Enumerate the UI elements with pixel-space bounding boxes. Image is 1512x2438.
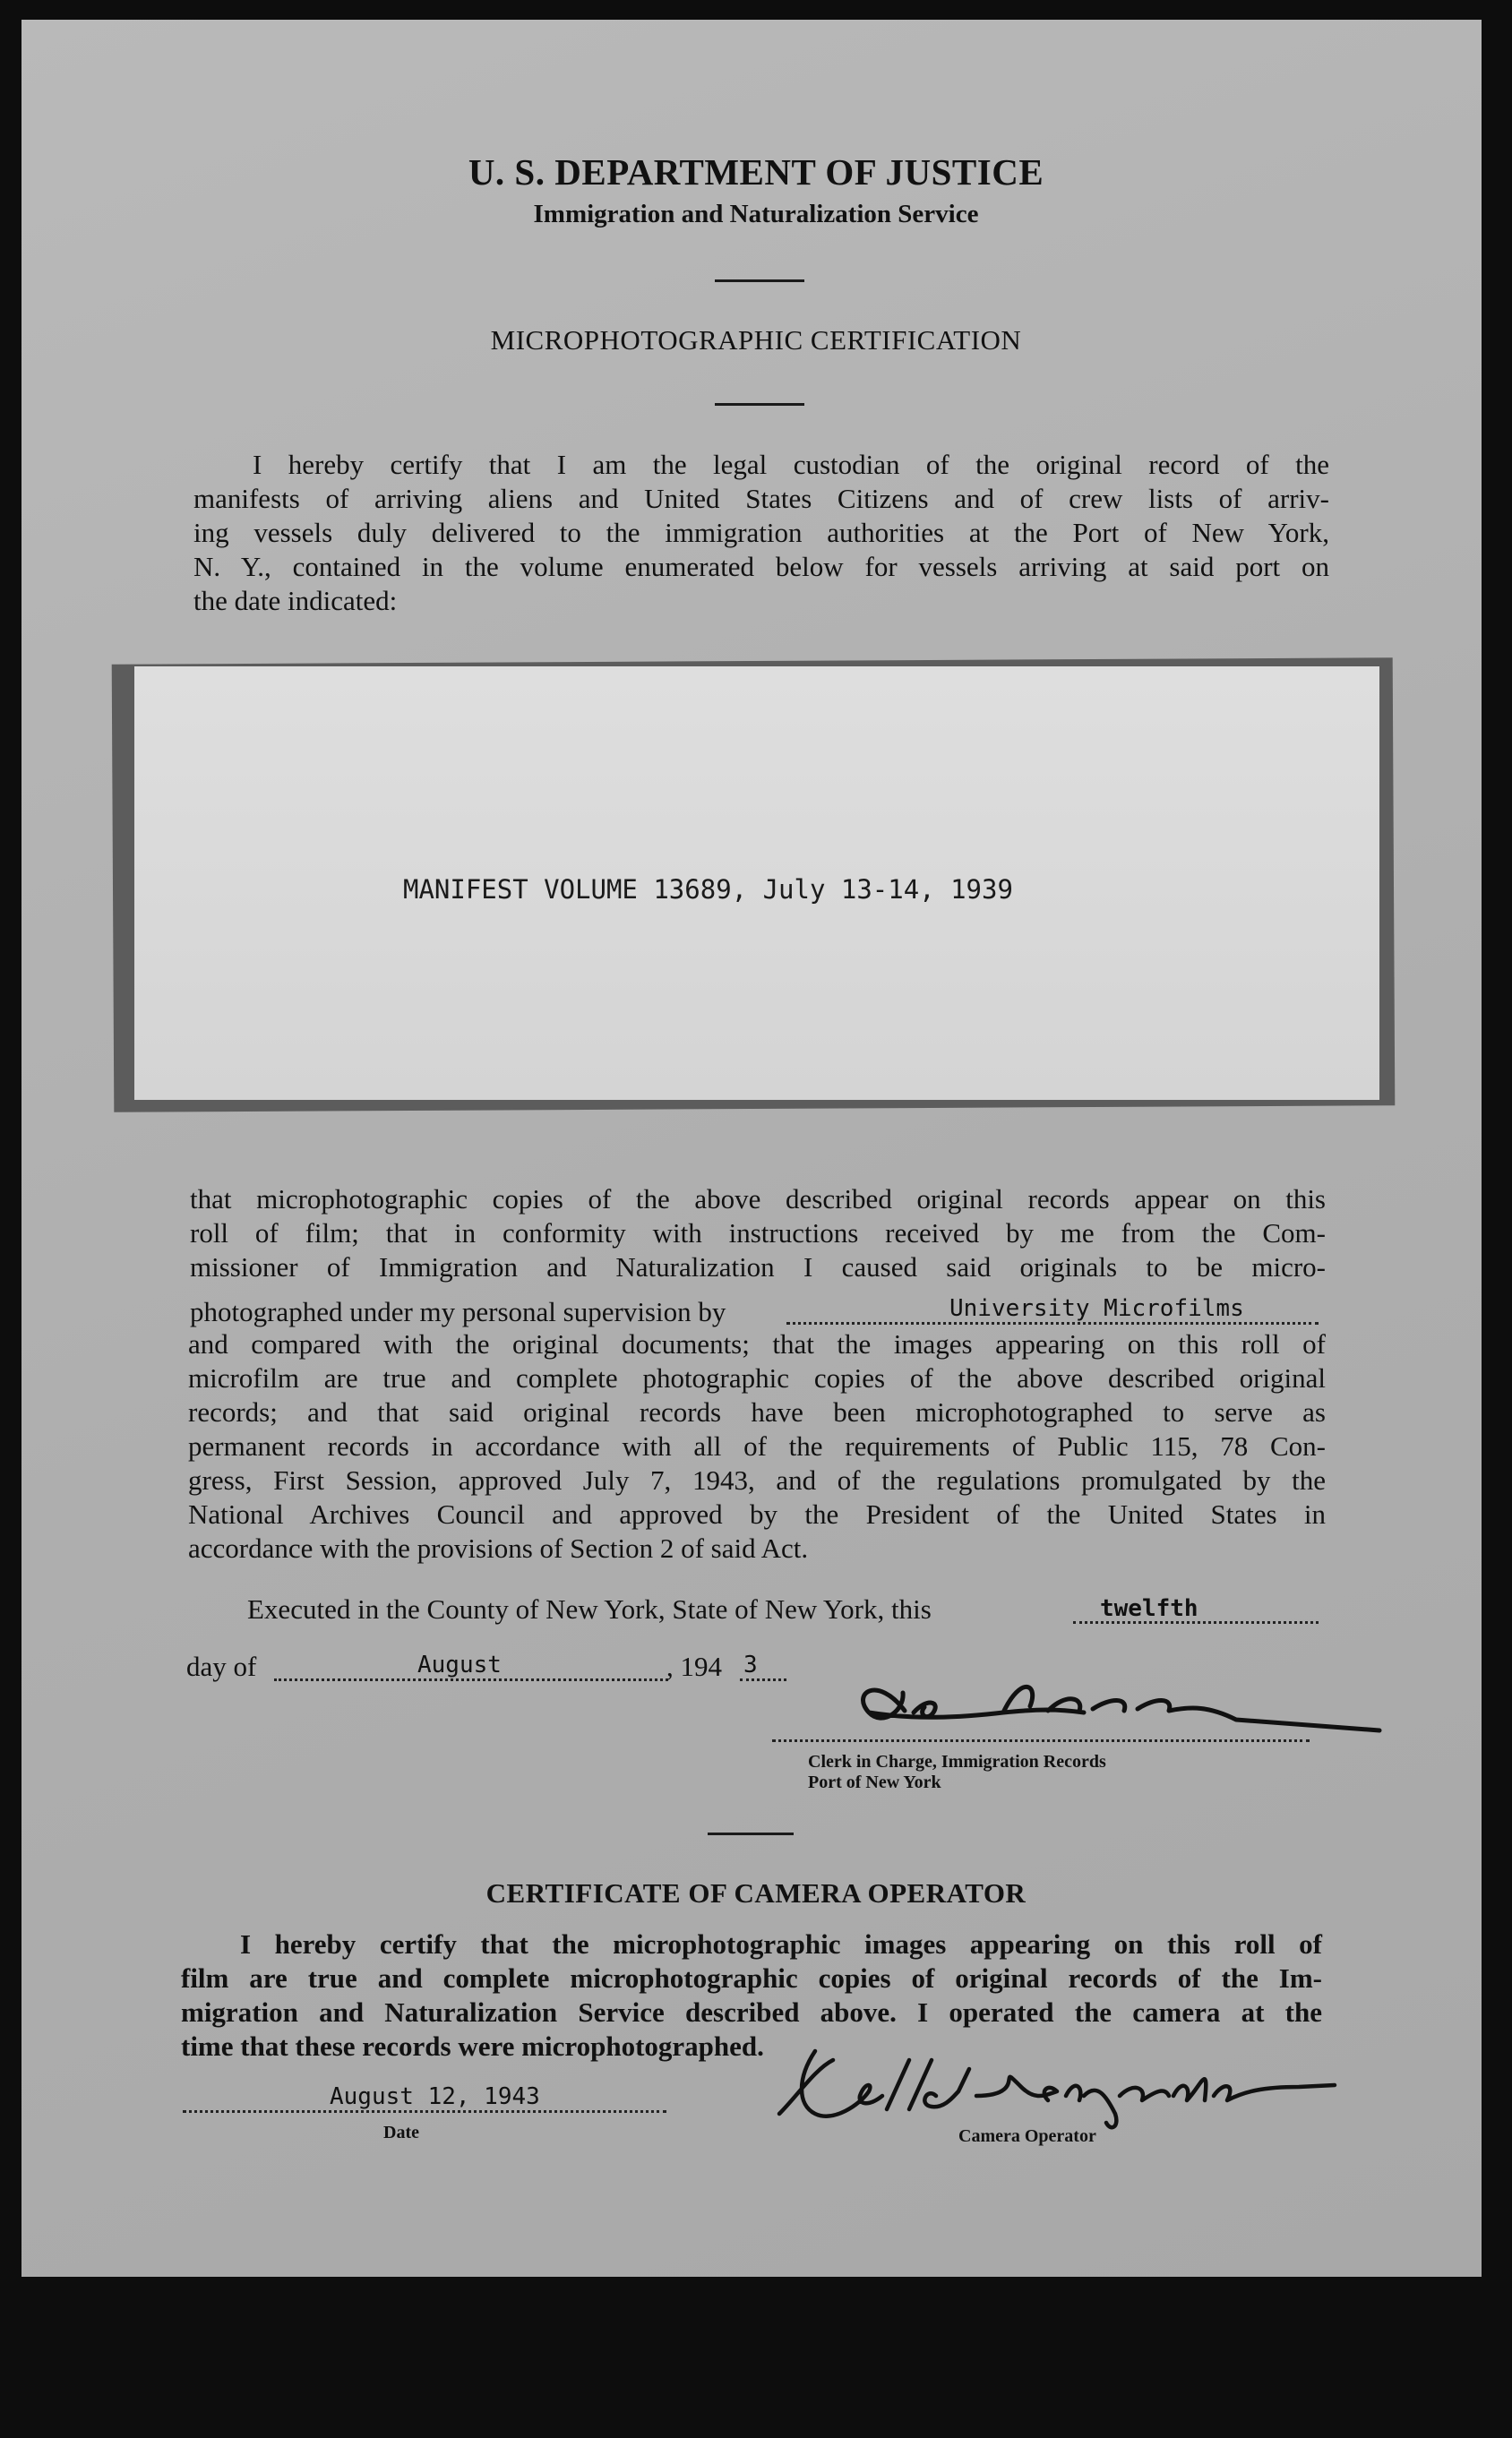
camera-line: migration and Naturalization Service described above. I operated the camera at the xyxy=(181,1996,1322,2028)
camera-operator-label: Camera Operator xyxy=(958,2126,1096,2146)
body-line: National Archives Council and approved by the President of the United States in xyxy=(188,1498,1326,1530)
supervision-dotted-field xyxy=(786,1322,1319,1325)
camera-date-value: August 12, 1943 xyxy=(330,2083,540,2110)
body-line: gress, First Session, approved July 7, 1943, and of the regulations promulgated by the xyxy=(188,1464,1326,1496)
intro-line: ing vessels duly delivered to the immigration authorities at the Port of New York, xyxy=(193,517,1329,548)
intro-line: I hereby certify that I am the legal custodian of the original record of the xyxy=(253,449,1329,480)
department-title: U. S. DEPARTMENT OF JUSTICE xyxy=(468,151,1044,193)
header-divider xyxy=(715,279,804,282)
executed-line xyxy=(247,1592,932,1627)
heading-divider xyxy=(715,403,804,406)
body-line: roll of film; that in conformity with instructions received by me from the Com- xyxy=(190,1217,1326,1249)
executed-day-value: twelfth xyxy=(1100,1595,1198,1622)
camera-date-label: Date xyxy=(383,2123,419,2142)
body-paragraph-a xyxy=(190,1182,1326,1284)
body-paragraph-b xyxy=(188,1327,1326,1566)
camera-line: film are true and complete microphotographic copies of original records of the Im- xyxy=(181,1962,1322,1994)
body-line: permanent records in accordance with all of the requirements of Public 115, 78 Con- xyxy=(188,1430,1326,1462)
certification-heading: MICROPHOTOGRAPHIC CERTIFICATION xyxy=(490,324,1022,356)
body-line: microfilm are true and complete photographic copies of the above described original xyxy=(188,1362,1326,1394)
day-of-label: day of xyxy=(186,1651,257,1682)
body-line: accordance with the provisions of Section 2 of said Act. xyxy=(188,1532,809,1564)
year-digit: 3 xyxy=(743,1652,758,1678)
camera-divider xyxy=(708,1833,794,1835)
intro-line: the date indicated: xyxy=(193,585,398,616)
month-value: August xyxy=(417,1652,502,1678)
camera-line: I hereby certify that the microphotographic images appearing on this roll of xyxy=(240,1928,1322,1960)
supervision-value: University Microfilms xyxy=(949,1295,1244,1322)
clerk-title-line: Clerk in Charge, Immigration Records xyxy=(808,1752,1106,1772)
camera-heading: CERTIFICATE OF CAMERA OPERATOR xyxy=(485,1877,1027,1909)
month-dotted-field xyxy=(274,1678,668,1681)
service-subtitle: Immigration and Naturalization Service xyxy=(533,200,979,228)
intro-paragraph xyxy=(193,448,1329,618)
body-line: missioner of Immigration and Naturalization I caused said originals to be micro- xyxy=(190,1251,1326,1283)
manifest-volume-text: MANIFEST VOLUME 13689, July 13-14, 1939 xyxy=(403,874,1013,905)
camera-date-dotted-field xyxy=(183,2110,666,2113)
executed-prefix: Executed in the County of New York, State of New York, this xyxy=(247,1593,932,1625)
supervision-prefix: photographed under my personal supervision by xyxy=(190,1296,726,1327)
clerk-title-line: Port of New York xyxy=(808,1773,941,1792)
clerk-signature-line xyxy=(772,1739,1310,1742)
camera-line: time that these records were microphotographed. xyxy=(181,2030,764,2062)
body-line: records; and that said original records have been microphotographed to serve as xyxy=(188,1396,1326,1428)
body-line: that microphotographic copies of the above described original records appear on this xyxy=(190,1183,1326,1215)
year-prefix: , 194 xyxy=(666,1651,722,1682)
intro-line: manifests of arriving aliens and United States Citizens and of crew lists of arriv- xyxy=(193,483,1329,514)
clerk-title xyxy=(808,1752,1106,1793)
intro-line: N. Y., contained in the volume enumerated below for vessels arriving at said port on xyxy=(193,551,1329,582)
body-line: and compared with the original documents; that the images appearing on this roll of xyxy=(188,1328,1326,1360)
